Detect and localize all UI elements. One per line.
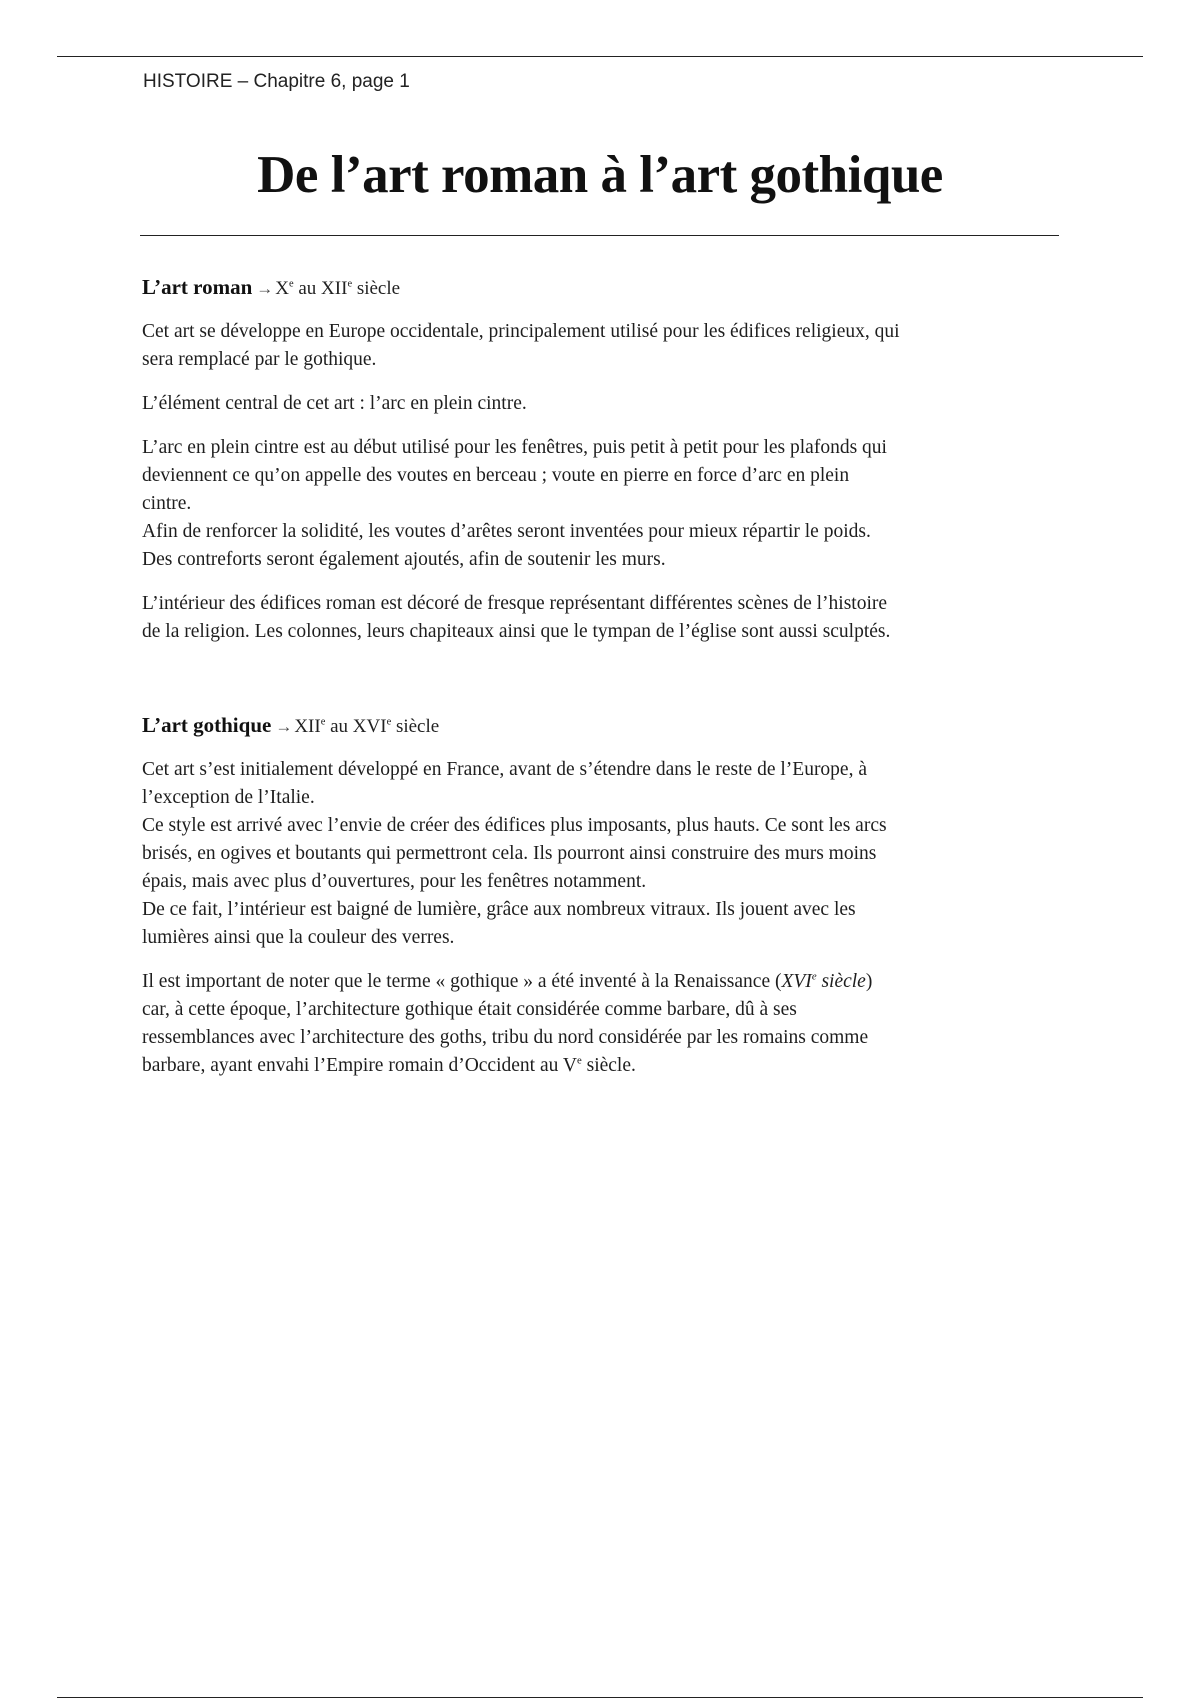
paragraph: L’arc en plein cintre est au début utilisé pour les fenêtres, puis petit à petit pour les plafonds qui deviennent ce qu’on appelle des voutes en berceau ; voute en pierre en force d’arc en plein cintre. Afin de renforcer la solidité, les voutes d’arêtes seront inventées pour mieux répartir le poids. Des contreforts seront également ajoutés, afin de soutenir les murs. xyxy=(142,437,887,570)
section-title: L’art gothique xyxy=(142,713,272,737)
paragraph: L’élément central de cet art : l’arc en plein cintre. xyxy=(142,393,527,414)
running-header: HISTOIRE – Chapitre 6, page 1 xyxy=(143,71,410,92)
section-heading xyxy=(142,712,1062,740)
arrow-right-icon: → xyxy=(275,717,293,736)
note-paragraph: Il est important de noter que le terme « gothique » a été inventé à la Renaissance (XVIe siècle) car, à cette époque, l’architecture gothique était considérée comme barbare, dû à ses ressemblances avec l’architecture des goths, tribu du nord considérée par les romains comme barbare, ayant envahi l’Empire romain d’Occident au Ve siècle. xyxy=(142,970,873,1076)
italic-period: XVIe siècle xyxy=(781,970,866,992)
period-range: Xe au XIIe siècle xyxy=(275,278,401,299)
page-title: De l’art roman à l’art gothique xyxy=(257,146,943,204)
top-border-line xyxy=(57,56,1143,57)
paragraph: Cet art se développe en Europe occidentale, principalement utilisé pour les édifices religieux, qui sera remplacé par le gothique. xyxy=(142,321,900,370)
bottom-border-line xyxy=(57,1697,1143,1698)
section-title: L’art roman xyxy=(142,275,253,299)
paragraph: Cet art s’est initialement développé en France, avant de s’étendre dans le reste de l’Europe, à l’exception de l’Italie. Ce style est arrivé avec l’envie de créer des édifices plus imposants, plus hauts. Ce sont les arcs brisés, en ogives et boutants qui permettront cela. Ils pourront ainsi construire des murs moins épais, mais avec plus d’ouvertures, pour les fenêtres notamment. De ce fait, l’intérieur est baigné de lumière, grâce aux nombreux vitraux. Ils jouent avec les lumières ainsi que la couleur des verres. xyxy=(142,759,887,948)
period-range: XIIe au XVIe siècle xyxy=(294,716,440,737)
paragraph: L’intérieur des édifices roman est décoré de fresque représentant différentes scènes de l’histoire de la religion. Les colonnes, leurs chapiteaux ainsi que le tympan de l’église sont aussi sculptés. xyxy=(142,593,891,642)
title-underline xyxy=(140,235,1059,236)
arrow-right-icon: → xyxy=(256,279,274,298)
section-heading xyxy=(142,274,1062,302)
section-art-roman xyxy=(142,274,1062,662)
section-art-gothique xyxy=(142,712,1062,1096)
